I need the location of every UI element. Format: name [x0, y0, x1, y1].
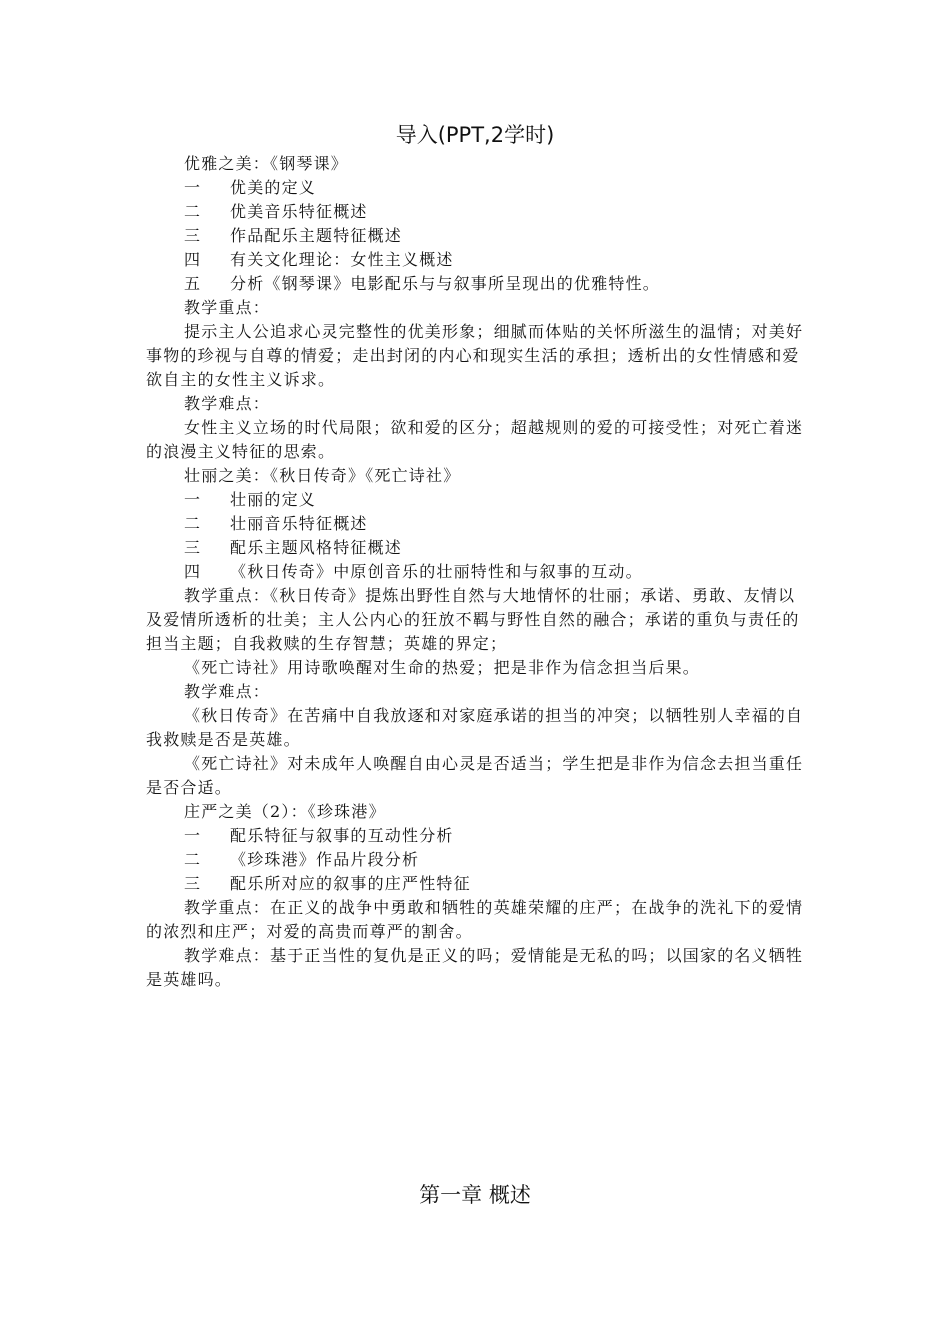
- section-title: 导入(PPT,2学时): [395, 123, 555, 147]
- outline-number: 二: [184, 850, 202, 869]
- outline-text: 作品配乐主题特征概述: [230, 226, 403, 245]
- outline-item: [146, 512, 810, 536]
- outline-number: 四: [184, 250, 202, 269]
- outline-number: 三: [184, 226, 202, 245]
- outline-number: 一: [184, 826, 202, 845]
- chapter-heading: 第一章 概述: [419, 1183, 531, 1207]
- outline-item: [146, 488, 810, 512]
- outline-text: 《珍珠港》作品片段分析: [230, 850, 420, 869]
- paragraph: 教学重点：: [184, 298, 271, 317]
- outline-number: 一: [184, 490, 202, 509]
- outline-text: 配乐特征与叙事的互动性分析: [230, 826, 454, 845]
- outline-text: 有关文化理论：女性主义概述: [230, 250, 454, 269]
- paragraph: 《秋日传奇》在苦痛中自我放逐和对家庭承诺的担当的冲突；以牺牲别人幸福的自我救赎是否是英雄。: [146, 706, 804, 749]
- outline-text: 优美的定义: [230, 178, 317, 197]
- outline-item: [146, 848, 810, 872]
- paragraph: 教学难点：基于正当性的复仇是正义的吗；爱情能是无私的吗；以国家的名义牺牲是英雄吗。: [146, 946, 804, 989]
- outline-item: [146, 536, 810, 560]
- outline-item: [146, 248, 810, 272]
- outline-text: 优美音乐特征概述: [230, 202, 368, 221]
- outline-item: [146, 824, 810, 848]
- outline-item: [146, 224, 810, 248]
- outline-number: 二: [184, 514, 202, 533]
- paragraph: 优雅之美：《钢琴课》: [184, 154, 349, 173]
- paragraph: 教学重点：《秋日传奇》提炼出野性自然与大地情怀的壮丽；承诺、勇敢、友情以及爱情所透析的壮美；主人公内心的狂放不羁与野性自然的融合；承诺的重负与责任的担当主题；自我救赎的生存智慧；英雄的界定；: [146, 586, 800, 653]
- outline-item: [146, 200, 810, 224]
- outline-item: [146, 176, 810, 200]
- paragraph: 教学难点：: [184, 394, 271, 413]
- body-text: [146, 152, 810, 992]
- outline-number: 五: [184, 274, 202, 293]
- paragraph: 教学重点：在正义的战争中勇敢和牺牲的英雄荣耀的庄严；在战争的洗礼下的爱情的浓烈和庄严；对爱的高贵而尊严的割舍。: [146, 898, 804, 941]
- outline-number: 三: [184, 874, 202, 893]
- paragraph: 女性主义立场的时代局限；欲和爱的区分；超越规则的爱的可接受性；对死亡着迷的浪漫主义特征的思索。: [146, 418, 804, 461]
- outline-item: [146, 872, 810, 896]
- outline-text: 配乐主题风格特征概述: [230, 538, 403, 557]
- paragraph: 《死亡诗社》用诗歌唤醒对生命的热爱；把是非作为信念担当后果。: [184, 658, 701, 677]
- outline-text: 壮丽音乐特征概述: [230, 514, 368, 533]
- outline-item: [146, 272, 810, 296]
- paragraph: 庄严之美（2）：《珍珠港》: [184, 802, 386, 821]
- outline-text: 配乐所对应的叙事的庄严性特征: [230, 874, 471, 893]
- paragraph: 提示主人公追求心灵完整性的优美形象；细腻而体贴的关怀所滋生的温情；对美好事物的珍视与自尊的情爱；走出封闭的内心和现实生活的承担；透析出的女性情感和爱欲自主的女性主义诉求。: [146, 322, 804, 389]
- outline-number: 一: [184, 178, 202, 197]
- outline-number: 四: [184, 562, 202, 581]
- paragraph: 《死亡诗社》对未成年人唤醒自由心灵是否适当；学生把是非作为信念去担当重任是否合适。: [146, 754, 804, 797]
- outline-text: 壮丽的定义: [230, 490, 317, 509]
- outline-text: 分析《钢琴课》电影配乐与与叙事所呈现出的优雅特性。: [230, 274, 661, 293]
- outline-text: 《秋日传奇》中原创音乐的壮丽特性和与叙事的互动。: [230, 562, 643, 581]
- outline-number: 二: [184, 202, 202, 221]
- outline-item: [146, 560, 810, 584]
- paragraph: 教学难点：: [184, 682, 271, 701]
- paragraph: 壮丽之美：《秋日传奇》《死亡诗社》: [184, 466, 461, 485]
- outline-number: 三: [184, 538, 202, 557]
